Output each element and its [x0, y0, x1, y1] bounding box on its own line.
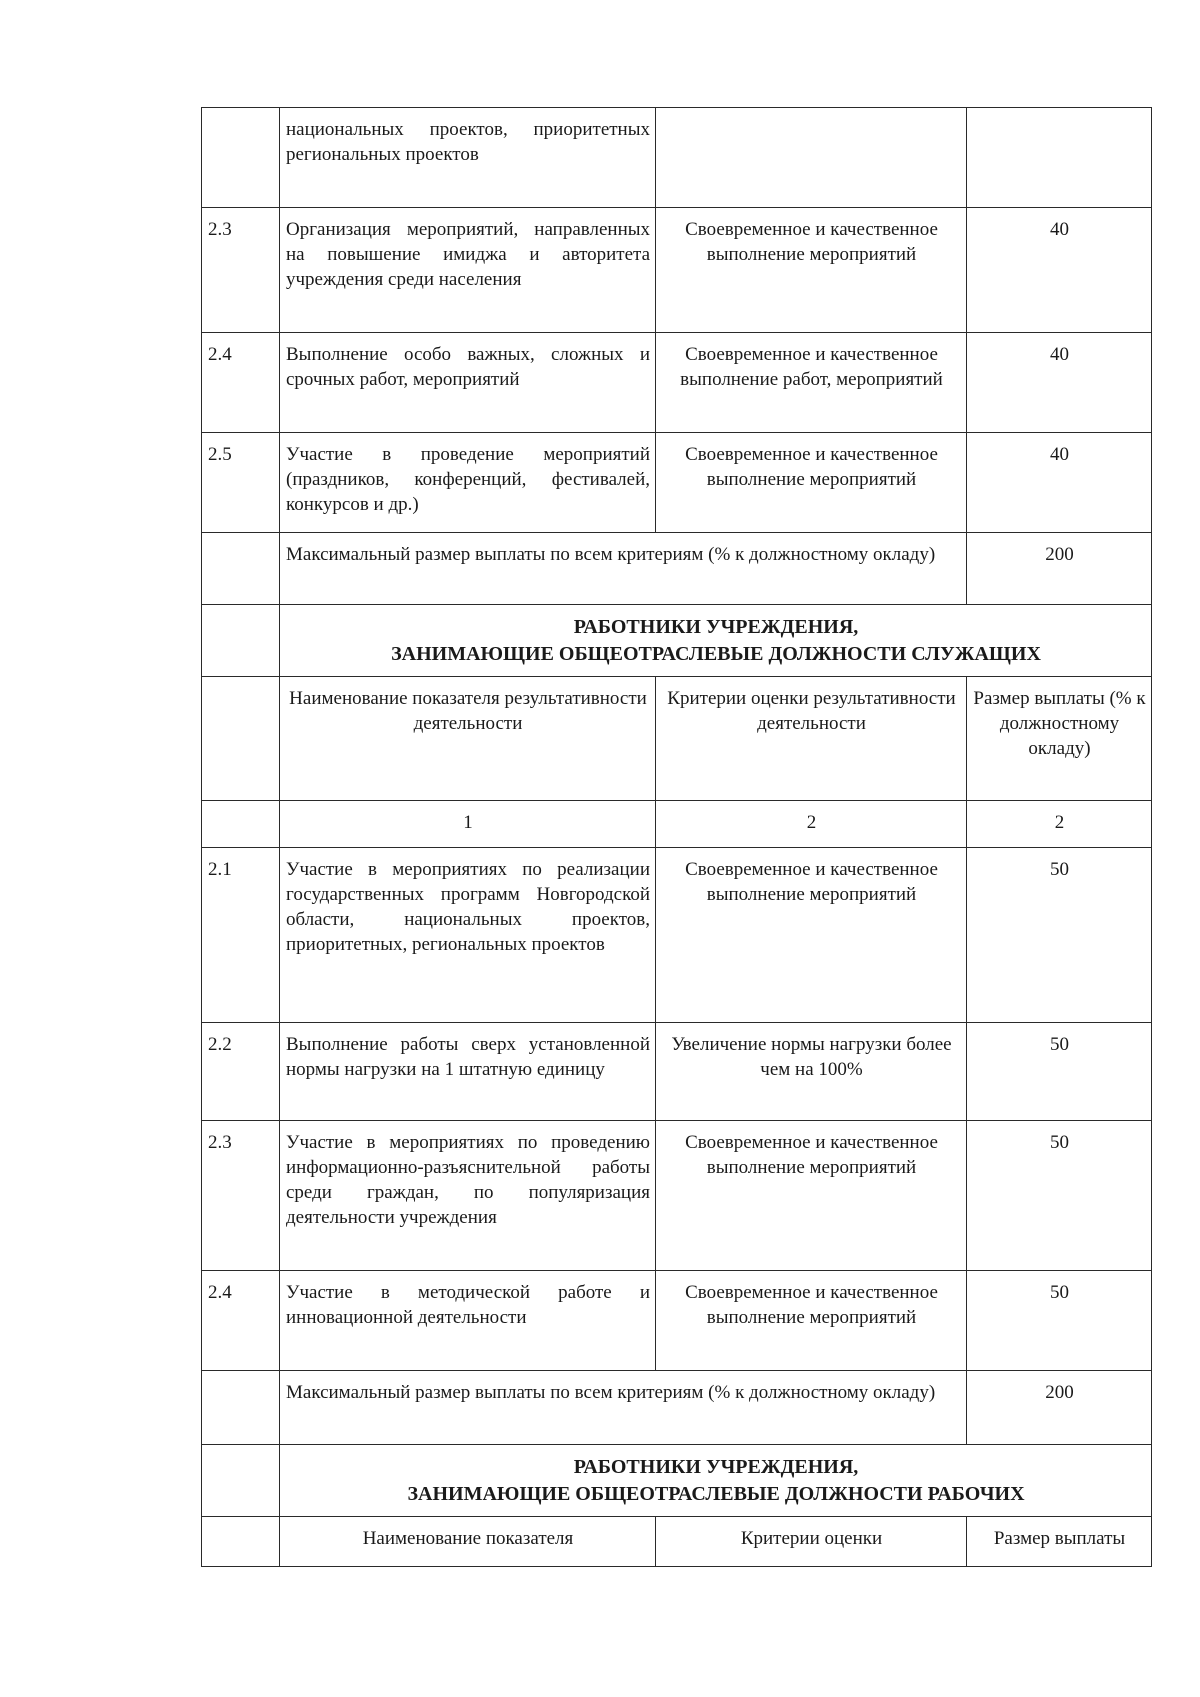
row-number: 2.3 [202, 208, 280, 333]
max-payment-label: Максимальный размер выплаты по всем критериям (% к должностному окладу) [280, 1371, 967, 1445]
table-row-item [202, 208, 1152, 333]
payment-size: 50 [967, 848, 1152, 1023]
evaluation-criteria: Увеличение нормы нагрузки более чем на 100% [656, 1023, 967, 1121]
evaluation-criteria: Своевременное и качественное выполнение мероприятий [656, 1121, 967, 1271]
table-row-index [202, 801, 1152, 848]
section-heading-line-2: ЗАНИМАЮЩИЕ ОБЩЕОТРАСЛЕВЫЕ ДОЛЖНОСТИ РАБОЧИХ [407, 1483, 1025, 1505]
column-header-indicator: Наименование показателя результативности деятельности [280, 677, 656, 801]
indicator-name: национальных проектов, приоритетных региональных проектов [280, 108, 656, 208]
table-row-item [202, 1023, 1152, 1121]
criteria-table-body [202, 108, 1152, 1567]
table-row-item [202, 1271, 1152, 1371]
evaluation-criteria: Своевременное и качественное выполнение мероприятий [656, 433, 967, 533]
column-header-indicator: Наименование показателя [280, 1517, 656, 1567]
row-number [202, 1445, 280, 1517]
max-payment-label: Максимальный размер выплаты по всем критериям (% к должностному окладу) [280, 533, 967, 605]
payment-size: 50 [967, 1121, 1152, 1271]
payment-size: 40 [967, 433, 1152, 533]
indicator-name: Участие в мероприятиях по проведению информационно-разъяснительной работы среди граждан, по популяризация деятельности учреждения [280, 1121, 656, 1271]
evaluation-criteria: Своевременное и качественное выполнение мероприятий [656, 848, 967, 1023]
payment-size: 40 [967, 333, 1152, 433]
section-heading-line-1: РАБОТНИКИ УЧРЕЖДЕНИЯ, [573, 1456, 859, 1478]
table-row-max [202, 1371, 1152, 1445]
row-number [202, 108, 280, 208]
section-heading [280, 1445, 1152, 1517]
indicator-name: Участие в мероприятиях по реализации государственных программ Новгородской области, национальных проектов, приоритетных, региональных проектов [280, 848, 656, 1023]
table-row-max [202, 533, 1152, 605]
column-header-payment: Размер выплаты (% к должностному окладу) [967, 677, 1152, 801]
max-payment-value: 200 [967, 533, 1152, 605]
section-heading [280, 605, 1152, 677]
criteria-table [201, 107, 1152, 1567]
payment-size: 50 [967, 1271, 1152, 1371]
row-number: 2.4 [202, 333, 280, 433]
column-index-2: 2 [656, 801, 967, 848]
row-number: 2.4 [202, 1271, 280, 1371]
evaluation-criteria: Своевременное и качественное выполнение работ, мероприятий [656, 333, 967, 433]
row-number [202, 1371, 280, 1445]
payment-size: 40 [967, 208, 1152, 333]
evaluation-criteria [656, 108, 967, 208]
row-number [202, 677, 280, 801]
table-row-item [202, 1121, 1152, 1271]
table-row-section [202, 605, 1152, 677]
table-row-item [202, 108, 1152, 208]
column-index-3: 2 [967, 801, 1152, 848]
column-header-criteria: Критерии оценки результативности деятельности [656, 677, 967, 801]
row-number: 2.5 [202, 433, 280, 533]
evaluation-criteria: Своевременное и качественное выполнение мероприятий [656, 1271, 967, 1371]
indicator-name: Организация мероприятий, направленных на повышение имиджа и авторитета учреждения среди населения [280, 208, 656, 333]
column-index-1: 1 [280, 801, 656, 848]
row-number [202, 801, 280, 848]
table-row-header [202, 677, 1152, 801]
section-heading-line-2: ЗАНИМАЮЩИЕ ОБЩЕОТРАСЛЕВЫЕ ДОЛЖНОСТИ СЛУЖАЩИХ [391, 643, 1041, 665]
row-number: 2.3 [202, 1121, 280, 1271]
section-heading-line-1: РАБОТНИКИ УЧРЕЖДЕНИЯ, [573, 616, 859, 638]
row-number [202, 605, 280, 677]
indicator-name: Участие в проведение мероприятий (праздников, конференций, фестивалей, конкурсов и др.) [280, 433, 656, 533]
max-payment-value: 200 [967, 1371, 1152, 1445]
row-number [202, 1517, 280, 1567]
column-header-criteria: Критерии оценки [656, 1517, 967, 1567]
table-row-item [202, 333, 1152, 433]
indicator-name: Выполнение особо важных, сложных и срочных работ, мероприятий [280, 333, 656, 433]
row-number: 2.2 [202, 1023, 280, 1121]
column-header-payment: Размер выплаты [967, 1517, 1152, 1567]
indicator-name: Выполнение работы сверх установленной нормы нагрузки на 1 штатную единицу [280, 1023, 656, 1121]
table-row-item [202, 848, 1152, 1023]
evaluation-criteria: Своевременное и качественное выполнение мероприятий [656, 208, 967, 333]
indicator-name: Участие в методической работе и инновационной деятельности [280, 1271, 656, 1371]
table-row-section [202, 1445, 1152, 1517]
row-number [202, 533, 280, 605]
table-row-item [202, 433, 1152, 533]
row-number: 2.1 [202, 848, 280, 1023]
payment-size: 50 [967, 1023, 1152, 1121]
table-row-header [202, 1517, 1152, 1567]
payment-size [967, 108, 1152, 208]
